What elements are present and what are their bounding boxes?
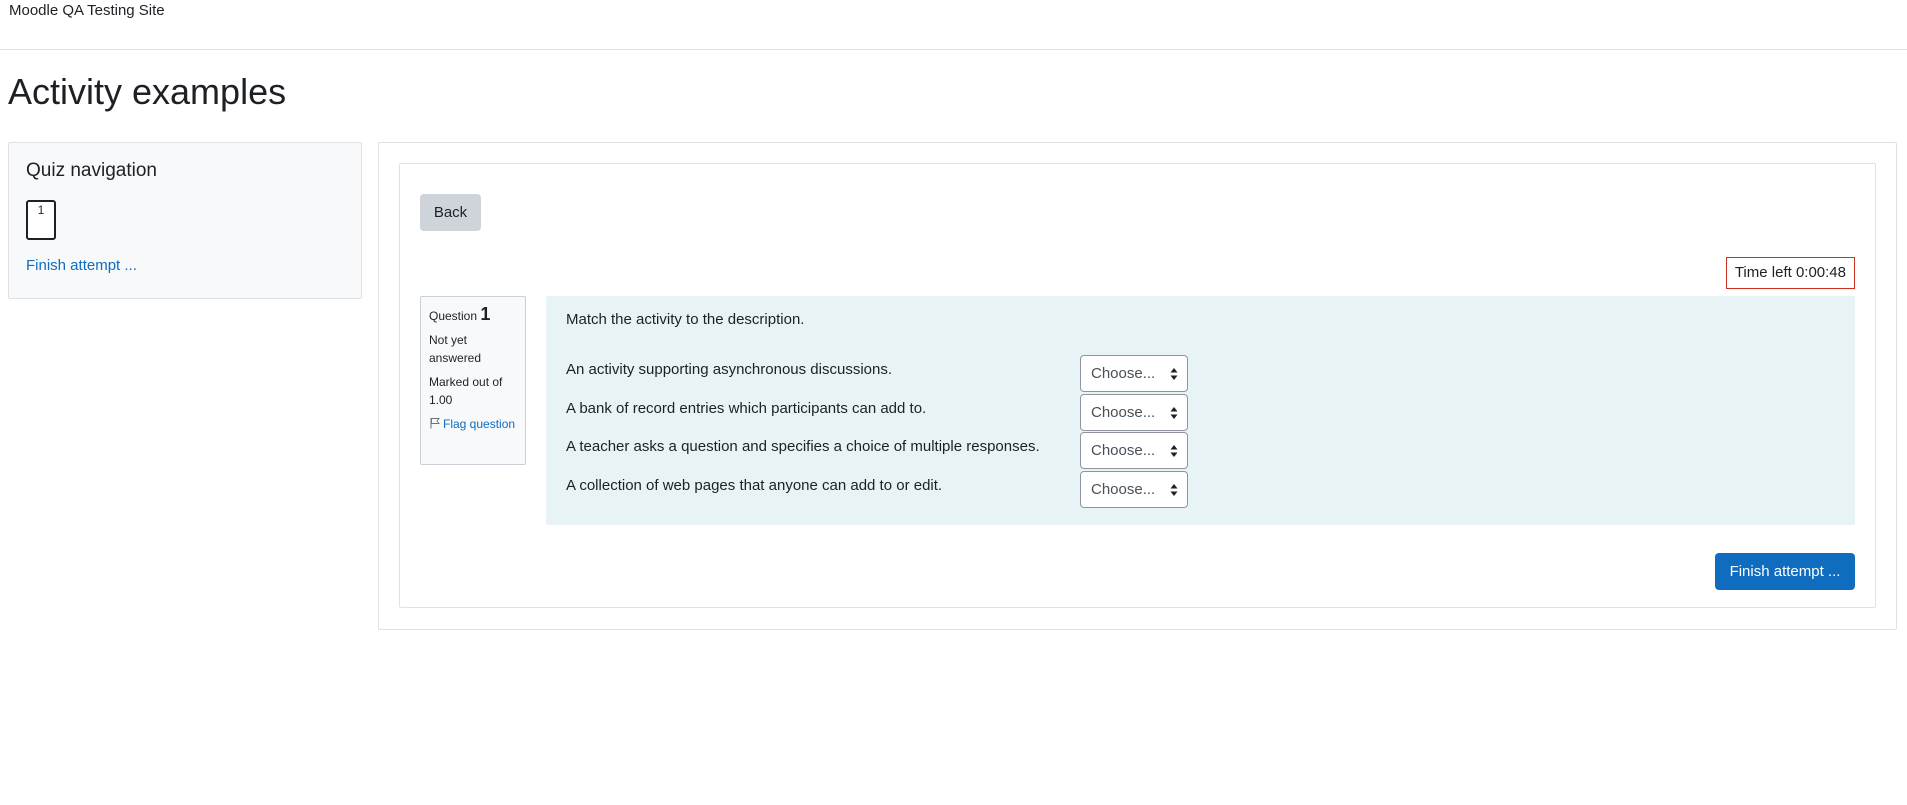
page-title: Activity examples (8, 71, 287, 112)
select-arrows-icon (1170, 406, 1178, 420)
question-label: Question (429, 309, 478, 323)
question-info (420, 296, 526, 465)
select-arrows-icon (1170, 483, 1178, 497)
select-value: Choose... (1091, 365, 1156, 382)
match-stem: A teacher asks a question and specifies a choice of multiple responses. (566, 438, 1040, 455)
site-header (0, 0, 1907, 50)
back-button[interactable]: Back (420, 194, 481, 231)
flag-question-label: Flag question (443, 417, 516, 431)
quiz-timer: Time left 0:00:48 (1726, 257, 1855, 289)
flag-question-link[interactable] (429, 415, 517, 433)
question-content (546, 296, 1855, 525)
question-number: 1 (480, 304, 491, 324)
quiz-nav-question-button[interactable]: 1 (26, 200, 56, 240)
match-stem: A collection of web pages that anyone can add to or edit. (566, 477, 943, 494)
select-value: Choose... (1091, 481, 1156, 498)
finish-attempt-link[interactable]: Finish attempt ... (26, 257, 137, 274)
question-state: Not yet answered (429, 333, 482, 365)
match-select[interactable] (1080, 471, 1188, 508)
select-arrows-icon (1170, 367, 1178, 381)
finish-attempt-button[interactable]: Finish attempt ... (1715, 553, 1855, 590)
main-content (378, 142, 1897, 630)
attempt-form (399, 163, 1876, 608)
match-stem: A bank of record entries which participants can add to. (566, 400, 927, 417)
select-arrows-icon (1170, 444, 1178, 458)
flag-icon (429, 417, 441, 429)
match-select[interactable] (1080, 355, 1188, 392)
question-grade: Marked out of 1.00 (429, 375, 503, 407)
match-stem: An activity supporting asynchronous discussions. (566, 361, 893, 378)
quiz-navigation-block (8, 142, 362, 299)
site-name[interactable]: Moodle QA Testing Site (9, 2, 165, 19)
match-select[interactable] (1080, 432, 1188, 469)
select-value: Choose... (1091, 442, 1156, 459)
match-select[interactable] (1080, 394, 1188, 431)
question-text: Match the activity to the description. (566, 311, 805, 328)
quiz-navigation-heading: Quiz navigation (26, 160, 157, 181)
question-number-line (429, 305, 517, 325)
select-value: Choose... (1091, 404, 1156, 421)
